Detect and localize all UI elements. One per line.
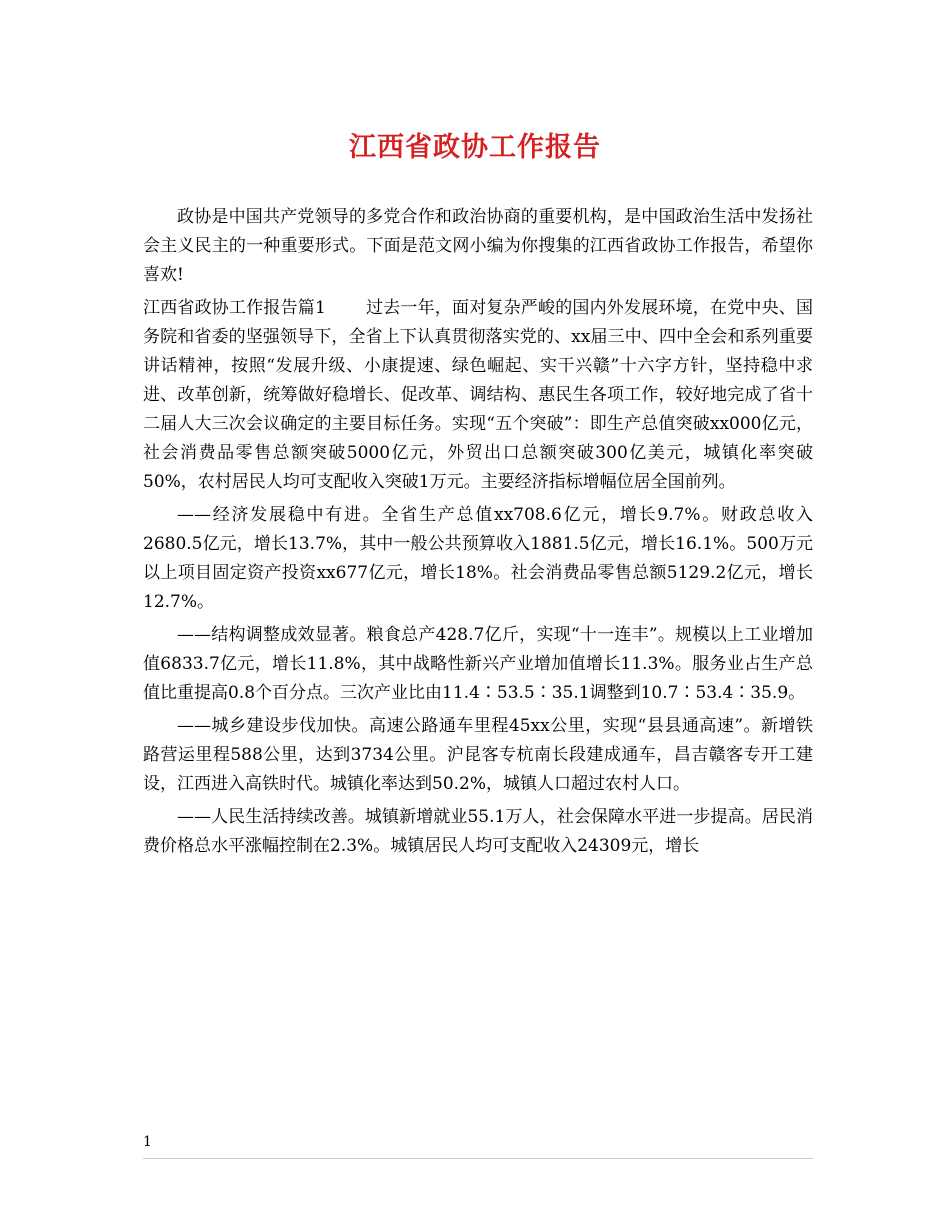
intro-paragraph: 政协是中国共产党领导的多党合作和政治协商的重要机构，是中国政治生活中发扬社会主义民主的一种重要形式。下面是范文网小编为你搜集的江西省政协工作报告，希望你喜欢! <box>143 207 813 285</box>
section-paragraph <box>143 294 813 497</box>
document-title: 江西省政协工作报告 <box>349 132 601 163</box>
paragraph-livelihood: ——人民生活持续改善。城镇新增就业55.1万人，社会保障水平进一步提高。居民消费价格总水平涨幅控制在2.3%。城镇居民人均可支配收入24309元，增长 <box>143 807 813 856</box>
paragraph-economy: ——经济发展稳中有进。全省生产总值xx708.6亿元，增长9.7%。财政总收入2680.5亿元，增长13.7%，其中一般公共预算收入1881.5亿元，增长16.1%。500万元以上项目固定资产投资xx677亿元，增长18%。社会消费品零售总额5129.2亿元，增长12.7%。 <box>143 505 813 612</box>
document-body <box>143 203 813 865</box>
section-heading: 江西省政协工作报告篇1 <box>143 298 326 318</box>
paragraph-construction: ——城乡建设步伐加快。高速公路通车里程45xx公里，实现“县县通高速”。新增铁路营运里程588公里，达到3734公里。沪昆客专杭南长段建成通车，昌吉赣客专开工建设，江西进入高铁时代。城镇化率达到50.2%，城镇人口超过农村人口。 <box>143 716 813 794</box>
page-number: 1 <box>143 1134 152 1150</box>
paragraph-structure: ——结构调整成效显著。粮食总产428.7亿斤，实现“十一连丰”。规模以上工业增加值6833.7亿元，增长11.8%，其中战略性新兴产业增加值增长11.3%。服务业占生产总值比重提高0.8个百分点。三次产业比由11.4∶53.5∶35.1调整到10.7∶53.4∶35.9。 <box>143 625 813 703</box>
section-first-paragraph: 过去一年，面对复杂严峻的国内外发展环境，在党中央、国务院和省委的坚强领导下，全省上下认真贯彻落实党的、xx届三中、四中全会和系列重要讲话精神，按照“发展升级、小康提速、绿色崛起、实干兴赣”十六字方针，坚持稳中求进、改革创新，统筹做好稳增长、促改革、调结构、惠民生各项工作，较好地完成了省十二届人大三次会议确定的主要目标任务。实现“五个突破”：即生产总值突破xx000亿元，社会消费品零售总额突破5000亿元，外贸出口总额突破300亿美元，城镇化率突破50%，农村居民人均可支配收入突破1万元。主要经济指标增幅位居全国前列。 <box>143 298 813 492</box>
footer-divider <box>143 1158 813 1159</box>
